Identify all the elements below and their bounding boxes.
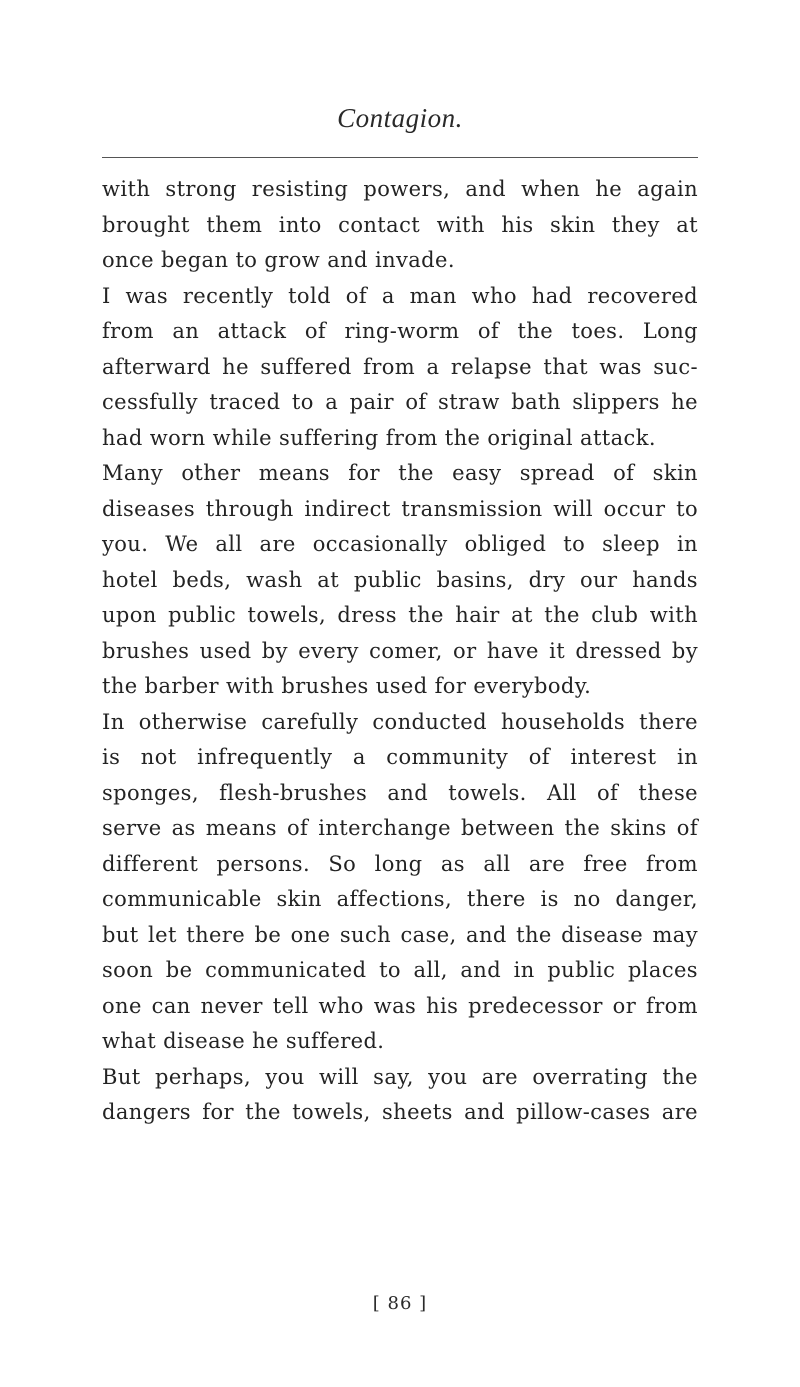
text-line: communicable skin affections, there is no danger, [102, 887, 698, 911]
text-line: had worn while suffering from the original attack. [102, 425, 656, 450]
text-line: from an attack of ring-worm of the toes. Long [102, 319, 698, 343]
page-number: [ 86 ] [372, 1293, 428, 1314]
text-line: with strong resisting powers, and when he again [102, 177, 698, 201]
text-line: what disease he suffered. [102, 1029, 385, 1053]
header-rule [102, 157, 698, 158]
text-line: hotel beds, wash at public basins, dry our hands [102, 567, 698, 592]
text-line: soon be communicated to all, and in public places [102, 958, 698, 982]
text-line: dangers for the towels, sheets and pillow-cases are [102, 1100, 698, 1124]
text-line: Many other means for the easy spread of skin [102, 461, 698, 485]
text-line: diseases through indirect transmission will occur to [102, 496, 698, 521]
text-line: you. We all are occasionally obliged to sleep in [102, 532, 698, 556]
text-line: cessfully traced to a pair of straw bath slippers he [102, 390, 698, 414]
text-line: brushes used by every comer, or have it dressed by [102, 638, 698, 663]
text-line: afterward he suffered from a relapse that was suc- [102, 354, 698, 379]
text-line: the barber with brushes used for everybody. [102, 674, 592, 698]
running-title: Contagion. [337, 103, 463, 133]
body-text [102, 172, 698, 1131]
text-line: sponges, flesh-brushes and towels. All of these [102, 780, 698, 805]
text-line: brought them into contact with his skin they at [102, 212, 698, 237]
text-line: different persons. So long as all are free from [102, 851, 698, 876]
text-line: I was recently told of a man who had recovered [102, 283, 698, 308]
text-line: once began to grow and invade. [102, 248, 455, 272]
text-line: In otherwise carefully conducted households there [102, 709, 698, 734]
text-line: serve as means of interchange between the skins of [102, 816, 698, 840]
text-line: but let there be one such case, and the disease may [102, 922, 698, 947]
text-line: But perhaps, you will say, you are overrating the [102, 1064, 698, 1089]
text-line: is not infrequently a community of interest in [102, 745, 698, 769]
text-line: one can never tell who was his predecessor or from [102, 993, 698, 1018]
text-line: upon public towels, dress the hair at the club with [102, 603, 698, 627]
